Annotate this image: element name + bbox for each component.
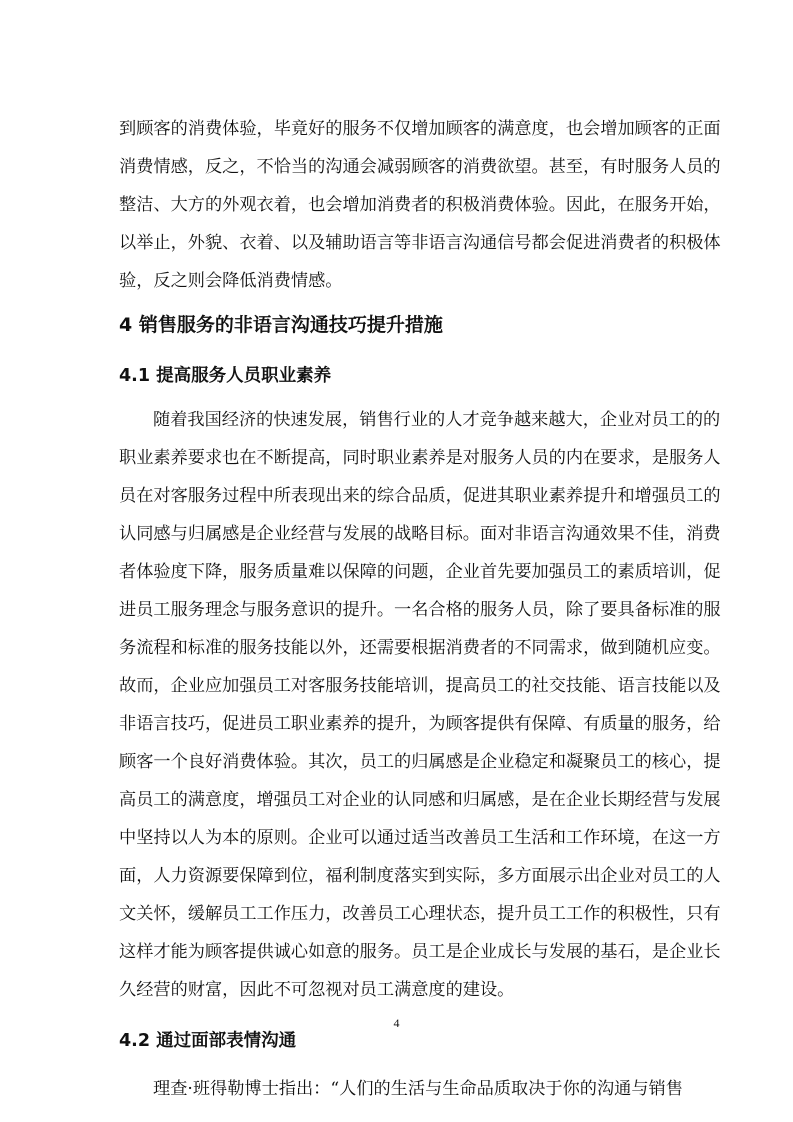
text-line: 随着我国经济的快速发展，销售行业的人才竞争越来越大，企业对员工的的 <box>153 410 721 430</box>
text-line: 到顾客的消费体验，毕竟好的服务不仅增加顾客的满意度，也会增加顾客的正面 <box>119 119 721 139</box>
text-line: 理查·班得勒博士指出：“人们的生活与生命品质取决于你的沟通与销售 <box>153 1079 683 1099</box>
section-heading: 4 销售服务的非语言沟通技巧提升措施 <box>119 314 443 336</box>
text-line: 文关怀，缓解员工工作压力，改善员工心理状态，提升员工工作的积极性，只有 <box>119 904 721 924</box>
text-line: 顾客一个良好消费体验。其次，员工的归属感是企业稳定和凝聚员工的核心，提 <box>119 752 721 772</box>
text-line: 者体验度下降，服务质量难以保障的问题，企业首先要加强员工的素质培训，促 <box>119 562 721 582</box>
text-line: 认同感与归属感是企业经营与发展的战略目标。面对非语言沟通效果不佳，消费 <box>119 524 721 544</box>
text-line: 整洁、大方的外观衣着，也会增加消费者的积极消费体验。因此，在服务开始， <box>119 195 721 215</box>
text-line: 故而，企业应加强员工对客服务技能培训，提高员工的社交技能、语言技能以及 <box>119 676 721 696</box>
text-line: 高员工的满意度，增强员工对企业的认同感和归属感，是在企业长期经营与发展 <box>119 790 721 810</box>
text-line: 进员工服务理念与服务意识的提升。一名合格的服务人员，除了要具备标准的服 <box>119 600 721 620</box>
page-number: 4 <box>393 1016 400 1030</box>
text-line: 验，反之则会降低消费情感。 <box>119 271 343 291</box>
subsection-heading: 4.2 通过面部表情沟通 <box>119 1031 297 1051</box>
text-line: 务流程和标准的服务技能以外，还需要根据消费者的不同需求，做到随机应变。 <box>119 638 721 658</box>
text-line: 员在对客服务过程中所表现出来的综合品质，促进其职业素养提升和增强员工的 <box>119 486 721 506</box>
text-line: 面，人力资源要保障到位，福利制度落实到实际，多方面展示出企业对员工的人 <box>119 866 721 886</box>
text-line: 这样才能为顾客提供诚心如意的服务。员工是企业成长与发展的基石，是企业长 <box>119 942 721 962</box>
text-line: 消费情感，反之，不恰当的沟通会减弱顾客的消费欲望。甚至，有时服务人员的 <box>119 157 721 177</box>
subsection-heading: 4.1 提高服务人员职业素养 <box>119 366 332 386</box>
text-line: 中坚持以人为本的原则。企业可以通过适当改善员工生活和工作环境，在这一方 <box>119 828 721 848</box>
text-line: 久经营的财富，因此不可忽视对员工满意度的建设。 <box>119 980 515 1000</box>
text-line: 职业素养要求也在不断提高，同时职业素养是对服务人员的内在要求，是服务人 <box>119 448 721 468</box>
text-line: 非语言技巧，促进员工职业素养的提升，为顾客提供有保障、有质量的服务，给 <box>119 714 721 734</box>
text-line: 以举止，外貌、衣着、以及辅助语言等非语言沟通信号都会促进消费者的积极体 <box>119 233 721 253</box>
